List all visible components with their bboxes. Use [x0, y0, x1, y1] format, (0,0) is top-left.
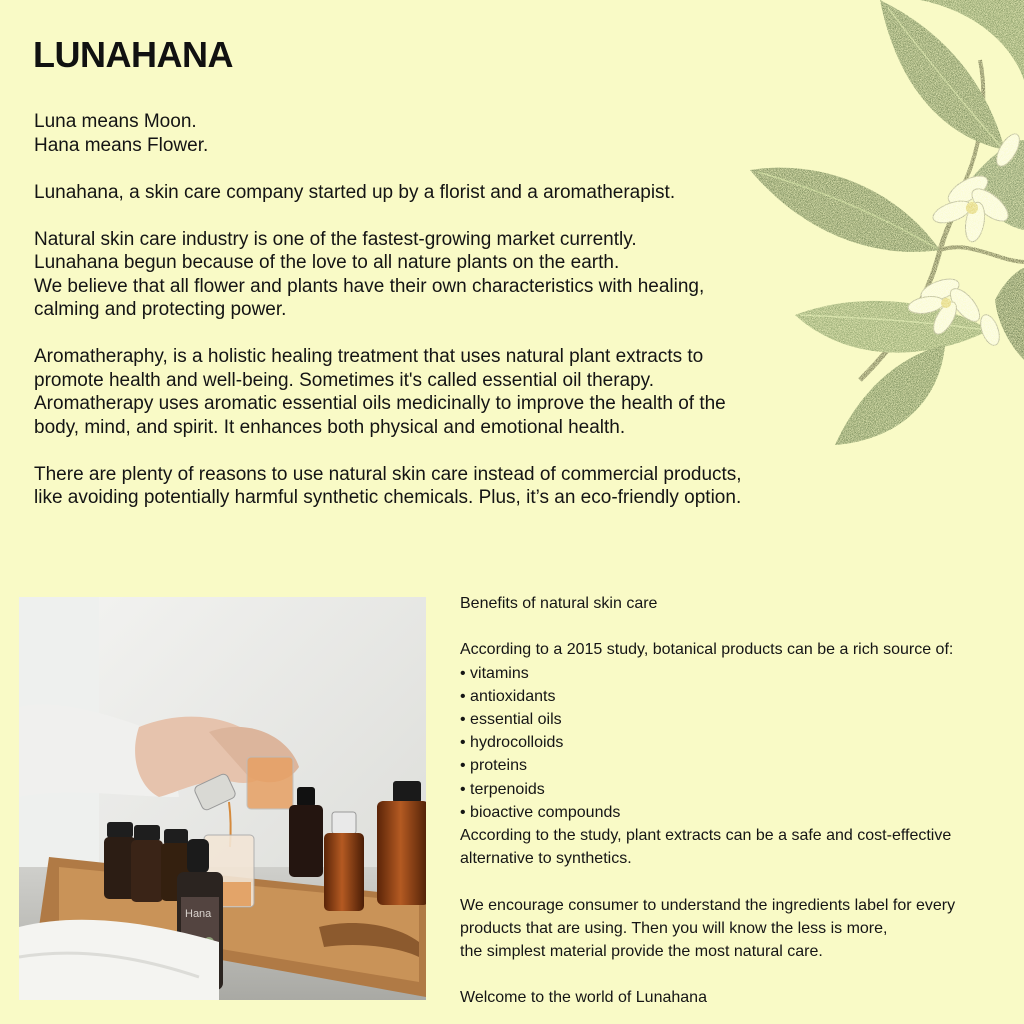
- encourage-line-3: the simplest material provide the most natural care.: [460, 943, 823, 961]
- welcome-line: Welcome to the world of Lunahana: [460, 989, 707, 1007]
- page-title: LUNAHANA: [33, 34, 233, 75]
- list-item: • bioactive compounds: [460, 801, 1020, 824]
- intro-line-market: Natural skin care industry is one of the fastest-growing market currently.: [34, 228, 637, 250]
- study-conclusion-line-1: According to the study, plant extracts can be a safe and cost-effective: [460, 827, 952, 845]
- bottle-label: Hana: [185, 908, 212, 920]
- intro-line-luna: Luna means Moon.: [34, 111, 197, 132]
- encourage-line-1: We encourage consumer to understand the ingredients label for every: [460, 896, 956, 914]
- benefits-heading: Benefits of natural skin care: [460, 595, 658, 612]
- list-item: • essential oils: [460, 708, 1020, 731]
- study-conclusion-line-2: alternative to synthetics.: [460, 850, 632, 868]
- intro-line-company: Lunahana, a skin care company started up by a florist and a aromatherapist.: [34, 181, 676, 203]
- intro-line-aroma-3: Aromatherapy uses aromatic essential oils medicinally to improve the health of the: [34, 393, 726, 414]
- study-intro: According to a 2015 study, botanical products can be a rich source of:: [460, 641, 954, 659]
- intro-line-aroma-4: body, mind, and spirit. It enhances both physical and emotional health.: [34, 416, 626, 438]
- intro-line-aroma-2: promote health and well-being. Sometimes it's called essential oil therapy.: [34, 369, 655, 391]
- list-item: • terpenoids: [460, 778, 1020, 801]
- list-item: • hydrocolloids: [460, 731, 1020, 754]
- list-item: • proteins: [460, 754, 1020, 777]
- essential-oil-photo: [19, 597, 426, 1000]
- intro-line-reasons-2: like avoiding potentially harmful synthetic chemicals. Plus, it’s an eco-friendly option.: [34, 487, 742, 508]
- list-item: • vitamins: [460, 662, 1020, 685]
- essential-oil-pouring-icon: [19, 597, 426, 1000]
- encourage-line-2: products that are using. Then you will know the less is more,: [460, 919, 888, 937]
- intro-line-hana: Hana means Flower.: [34, 134, 209, 156]
- intro-text: [34, 110, 824, 510]
- intro-line-aroma-1: Aromatheraphy, is a holistic healing treatment that uses natural plant extracts to: [34, 346, 704, 367]
- intro-line-believe: We believe that all flower and plants have their own characteristics with healing,: [34, 275, 705, 297]
- intro-line-reasons-1: There are plenty of reasons to use natural skin care instead of commercial products,: [34, 463, 742, 485]
- list-item: • antioxidants: [460, 685, 1020, 708]
- intro-line-love: Lunahana begun because of the love to all nature plants on the earth.: [34, 252, 620, 273]
- benefits-list: [460, 662, 1020, 824]
- benefits-section: [460, 592, 1020, 1010]
- intro-line-calming: calming and protecting power.: [34, 299, 287, 320]
